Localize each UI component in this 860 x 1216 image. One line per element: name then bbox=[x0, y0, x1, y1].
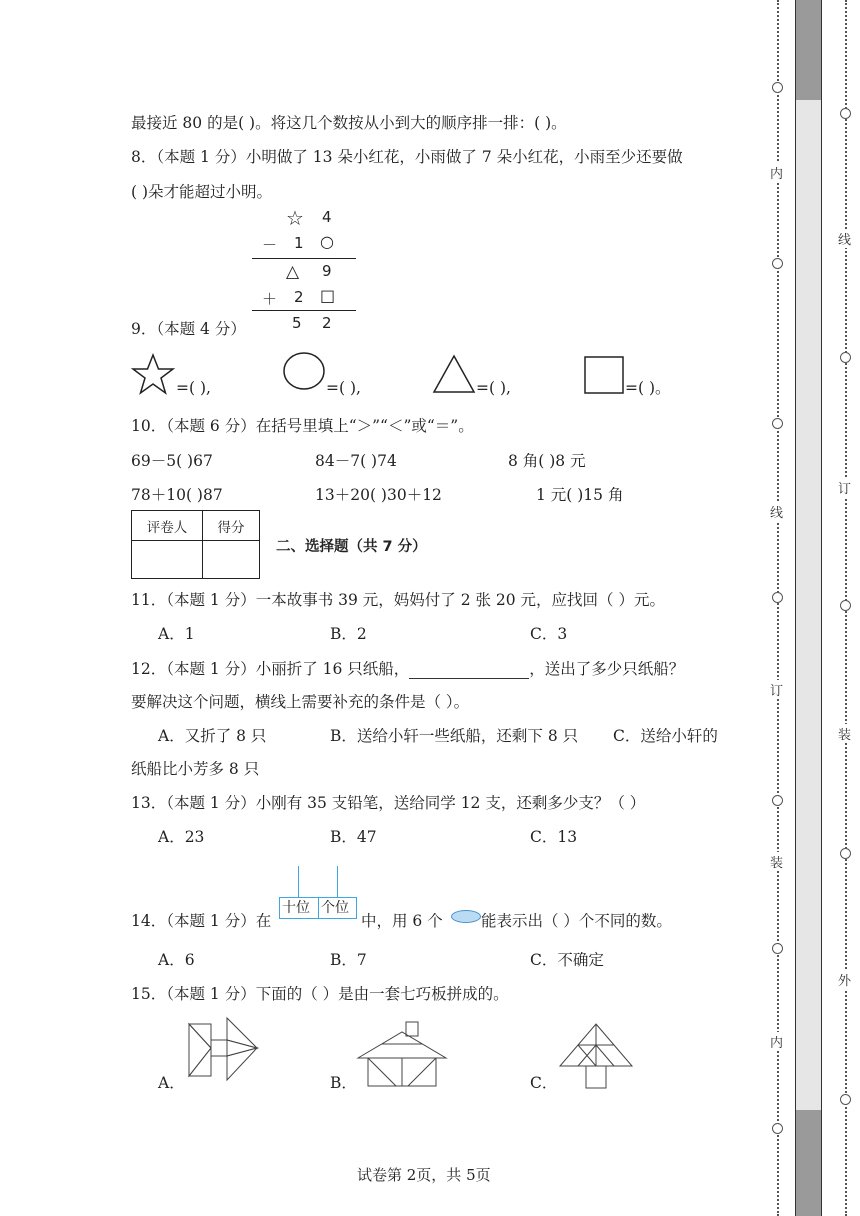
binding-edge bbox=[795, 0, 796, 1216]
option-b: B．47 bbox=[330, 828, 377, 846]
digit: 9 bbox=[322, 262, 332, 280]
hole-marker bbox=[840, 600, 851, 611]
digit: 1 bbox=[294, 234, 304, 252]
triangle-blank: =( ), bbox=[476, 379, 511, 397]
binding-label: 线 bbox=[770, 502, 783, 521]
hole-marker bbox=[772, 592, 783, 603]
binding-edge bbox=[821, 0, 822, 1216]
triangle-icon bbox=[432, 354, 476, 394]
option-c: C．不确定 bbox=[530, 951, 604, 969]
digit: 5 bbox=[292, 314, 302, 332]
binding-block bbox=[795, 1110, 821, 1216]
score-cell bbox=[203, 541, 260, 579]
q7-continuation: 最接近 80 的是( )。将这几个数按从小到大的顺序排一排：( )。 bbox=[131, 114, 567, 132]
binding-label: 装 bbox=[838, 724, 851, 743]
score-cell bbox=[132, 541, 203, 579]
bead-icon bbox=[451, 910, 481, 923]
q10-item: 13＋20( )30＋12 bbox=[315, 486, 442, 504]
binding-block bbox=[795, 0, 821, 100]
option-c: C．13 bbox=[530, 828, 578, 846]
q14-text-part: 能表示出（ ）个不同的数。 bbox=[481, 912, 672, 930]
q12-text-part: 12．（本题 1 分）小丽折了 16 只纸船， bbox=[131, 660, 410, 678]
binding-label: 外 bbox=[838, 970, 851, 989]
q10-item: 78＋10( )87 bbox=[131, 486, 223, 504]
q10-item: 69－5( )67 bbox=[131, 452, 213, 470]
star-blank: =( ), bbox=[176, 379, 211, 397]
hole-marker bbox=[840, 108, 851, 119]
triangle-symbol: △ bbox=[286, 262, 300, 282]
option-b: B．2 bbox=[330, 625, 367, 643]
option-b: B．7 bbox=[330, 951, 367, 969]
q8-text: 8．（本题 1 分）小明做了 13 朵小红花，小雨做了 7 朵小红花，小雨至少还要做 bbox=[131, 148, 683, 166]
option-c-cont: 纸船比小芳多 8 只 bbox=[131, 760, 260, 778]
binding-label: 订 bbox=[770, 680, 783, 699]
q14-text: 14．（本题 1 分）在 bbox=[131, 912, 272, 930]
digit: 2 bbox=[294, 288, 304, 306]
tangram-tree-icon bbox=[558, 1022, 634, 1090]
q11-text: 11．（本题 1 分）一本故事书 39 元，妈妈付了 2 张 20 元，应找回（ ）元。 bbox=[131, 591, 665, 609]
circle-icon bbox=[282, 351, 326, 391]
hole-marker bbox=[840, 1094, 851, 1105]
digit: 2 bbox=[322, 314, 332, 332]
tangram-fish-icon bbox=[186, 1014, 260, 1086]
option-b: B．送给小轩一些纸船，还剩下 8 只 bbox=[330, 727, 579, 745]
option-a: A． bbox=[158, 1074, 185, 1092]
square-blank: =( )。 bbox=[625, 379, 671, 397]
option-c: C． bbox=[530, 1074, 558, 1092]
tens-label: 十位 bbox=[282, 900, 310, 916]
binding-margin bbox=[755, 0, 860, 1216]
option-a: A．6 bbox=[158, 951, 195, 969]
binding-label: 装 bbox=[770, 852, 783, 871]
score-header-grader: 评卷人 bbox=[132, 511, 203, 541]
circle-symbol: ○ bbox=[320, 232, 334, 251]
q12-text-cont: 要解决这个问题，横线上需要补充的条件是（ ）。 bbox=[131, 693, 470, 711]
binding-label: 订 bbox=[838, 478, 851, 497]
sum-line bbox=[252, 310, 356, 311]
q8-text-cont: ( )朵才能超过小明。 bbox=[131, 183, 273, 201]
hole-marker bbox=[840, 848, 851, 859]
q10-item: 84－7( )74 bbox=[315, 452, 397, 470]
binding-label: 线 bbox=[838, 229, 851, 248]
binding-label: 内 bbox=[770, 1032, 783, 1051]
q10-item: 1 元( )15 角 bbox=[536, 486, 624, 504]
q15-text: 15．（本题 1 分）下面的（ ）是由一套七巧板拼成的。 bbox=[131, 985, 509, 1003]
hole-marker bbox=[772, 258, 783, 269]
hole-marker bbox=[772, 795, 783, 806]
hole-marker bbox=[772, 1123, 783, 1134]
square-icon bbox=[583, 355, 625, 395]
hole-marker bbox=[772, 82, 783, 93]
ones-label: 个位 bbox=[321, 900, 349, 916]
score-table bbox=[131, 510, 260, 579]
q12-text-part: ，送出了多少只纸船？ bbox=[529, 660, 685, 678]
option-a: A．1 bbox=[158, 625, 195, 643]
circle-blank: =( ), bbox=[326, 379, 361, 397]
q9-puzzle bbox=[250, 206, 360, 336]
hole-marker bbox=[772, 943, 783, 954]
option-c: C．3 bbox=[530, 625, 568, 643]
minus-sign: － bbox=[262, 236, 278, 254]
option-b: B． bbox=[330, 1074, 357, 1092]
option-c: C．送给小轩的 bbox=[613, 727, 718, 745]
star-icon bbox=[130, 353, 176, 395]
page-footer: 试卷第 2页，共 5页 bbox=[357, 1166, 491, 1184]
square-symbol: □ bbox=[320, 286, 336, 305]
section-title: 二、选择题（共 7 分） bbox=[276, 539, 427, 555]
q12-text bbox=[131, 659, 684, 679]
star-symbol: ☆ bbox=[286, 206, 304, 230]
hole-marker bbox=[772, 418, 783, 429]
q13-text: 13．（本题 1 分）小刚有 35 支铅笔，送给同学 12 支，还剩多少支？（ ） bbox=[131, 794, 646, 812]
tangram-house-icon bbox=[356, 1020, 448, 1088]
q10-text: 10．（本题 6 分）在括号里填上“＞”“＜”或“＝”。 bbox=[131, 417, 474, 435]
q14-text-part: 中，用 6 个 bbox=[361, 912, 443, 930]
sum-line bbox=[252, 258, 356, 259]
binding-panel bbox=[795, 100, 821, 1110]
q9-text: 9．（本题 4 分） bbox=[131, 320, 246, 338]
plus-sign: ＋ bbox=[262, 290, 278, 308]
score-header-score: 得分 bbox=[203, 511, 260, 541]
digit: 4 bbox=[322, 208, 332, 226]
abacus-divider bbox=[318, 898, 319, 918]
place-value-abacus bbox=[279, 866, 357, 918]
binding-label: 内 bbox=[770, 163, 783, 182]
option-a: A．又折了 8 只 bbox=[158, 727, 267, 745]
abacus-rod bbox=[337, 866, 338, 898]
abacus-rod bbox=[298, 866, 299, 898]
fill-blank-line bbox=[409, 662, 529, 679]
q10-item: 8 角( )8 元 bbox=[508, 452, 586, 470]
option-a: A．23 bbox=[158, 828, 205, 846]
abacus-base bbox=[279, 897, 357, 919]
hole-marker bbox=[840, 352, 851, 363]
